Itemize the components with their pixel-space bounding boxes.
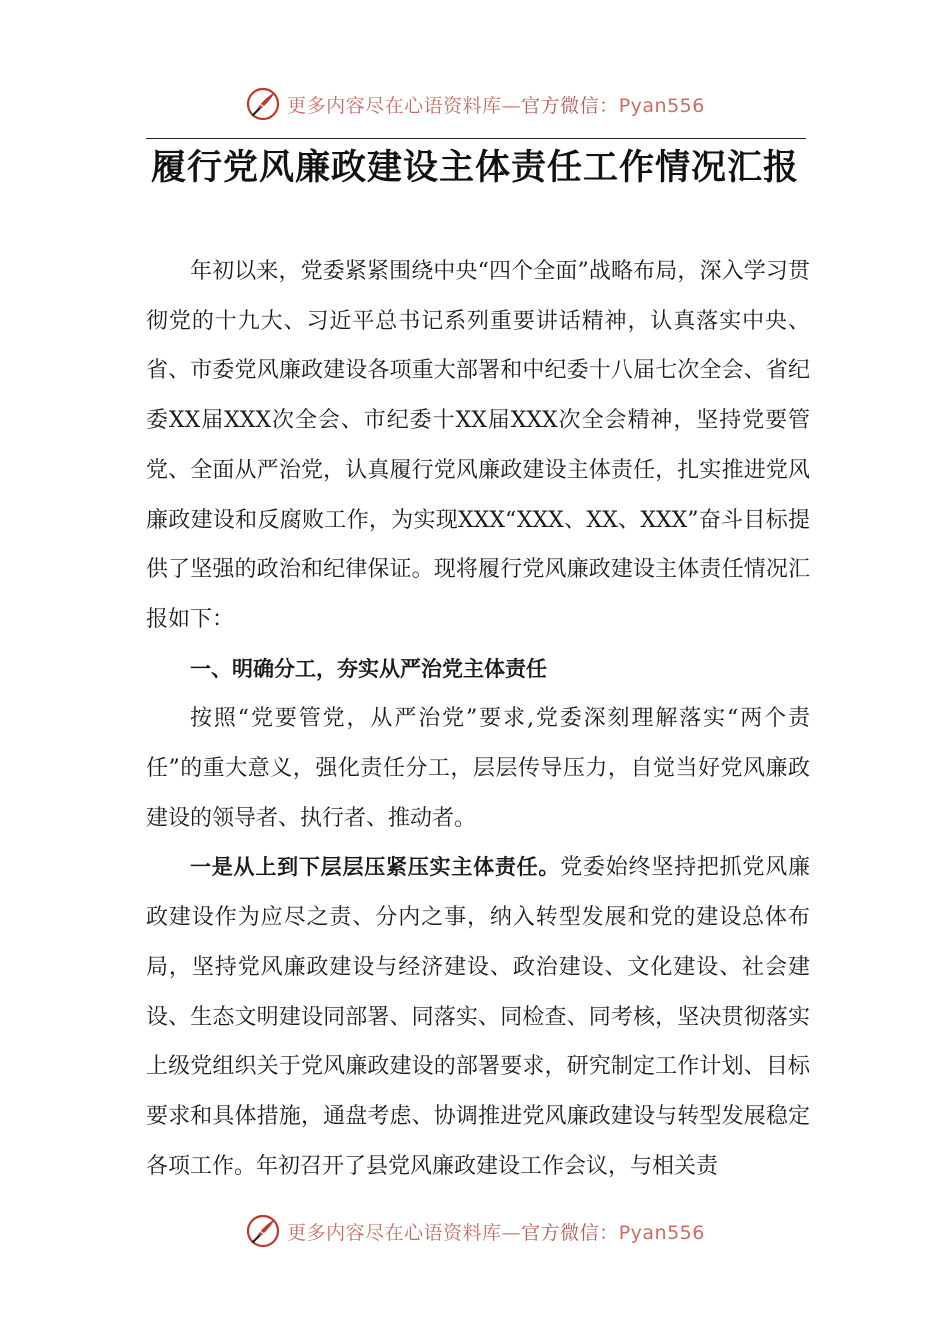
section-paragraph: 按照“党要管党，从严治党”要求,党委深刻理解落实“两个责任”的重大意义，强化责任分工，层层传导压力，自觉当好党风廉政建设的领导者、执行者、推动者。 xyxy=(146,706,810,831)
banner-wechat-label: 官方微信： xyxy=(521,1221,619,1244)
point-paragraph xyxy=(146,843,810,1191)
banner-site-text: 更多内容尽在心语资料库 xyxy=(287,1221,502,1244)
header-rule xyxy=(146,138,806,139)
banner-wechat-id: Pyan556 xyxy=(618,94,705,117)
banner-separator: — xyxy=(501,94,522,117)
quill-pen-logo-icon xyxy=(245,86,281,122)
document-body xyxy=(146,247,810,1191)
quill-pen-logo-icon xyxy=(245,1213,281,1249)
point-body: 党委始终坚持把抓党风廉政建设作为应尽之责、分内之事，纳入转型发展和党的建设总体布局，坚持党风廉政建设与经济建设、政治建设、文化建设、社会建设、生态文明建设同部署、同落实、同检查、同考核，坚决贯彻落实上级党组织关于党风廉政建设的部署要求，研究制定工作计划、目标要求和具体措施，通盘考虑、协调推进党风廉政建设与转型发展稳定各项工作。年初召开了县党风廉政建设工作会议，与相关责 xyxy=(146,855,810,1179)
banner-wechat-id: Pyan556 xyxy=(618,1221,705,1244)
footer-banner xyxy=(0,1211,950,1251)
banner-text xyxy=(287,91,705,118)
intro-paragraph: 年初以来，党委紧紧围绕中央“四个全面”战略布局，深入学习贯彻党的十九大、习近平总书记系列重要讲话精神，认真落实中央、省、市委党风廉政建设各项重大部署和中纪委十八届七次全会、省纪委XX届XXX次全会、市纪委十XX届XXX次全会精神，坚持党要管党、全面从严治党，认真履行党风廉政建设主体责任，扎实推进党风廉政建设和反腐败工作，为实现XXX“XXX、XX、XXX”奋斗目标提供了坚强的政治和纪律保证。现将履行党风廉政建设主体责任情况汇报如下： xyxy=(146,259,810,632)
document-title: 履行党风廉政建设主体责任工作情况汇报 xyxy=(150,147,799,188)
banner-wechat-label: 官方微信： xyxy=(521,94,619,117)
banner-site-text: 更多内容尽在心语资料库 xyxy=(287,94,502,117)
header-banner xyxy=(0,84,950,124)
section-heading: 一、明确分工，夯实从严治党主体责任 xyxy=(190,656,547,681)
point-lead: 一是从上到下层层压紧压实主体责任。 xyxy=(190,855,561,880)
banner-text xyxy=(287,1218,705,1245)
banner-separator: — xyxy=(501,1221,522,1244)
